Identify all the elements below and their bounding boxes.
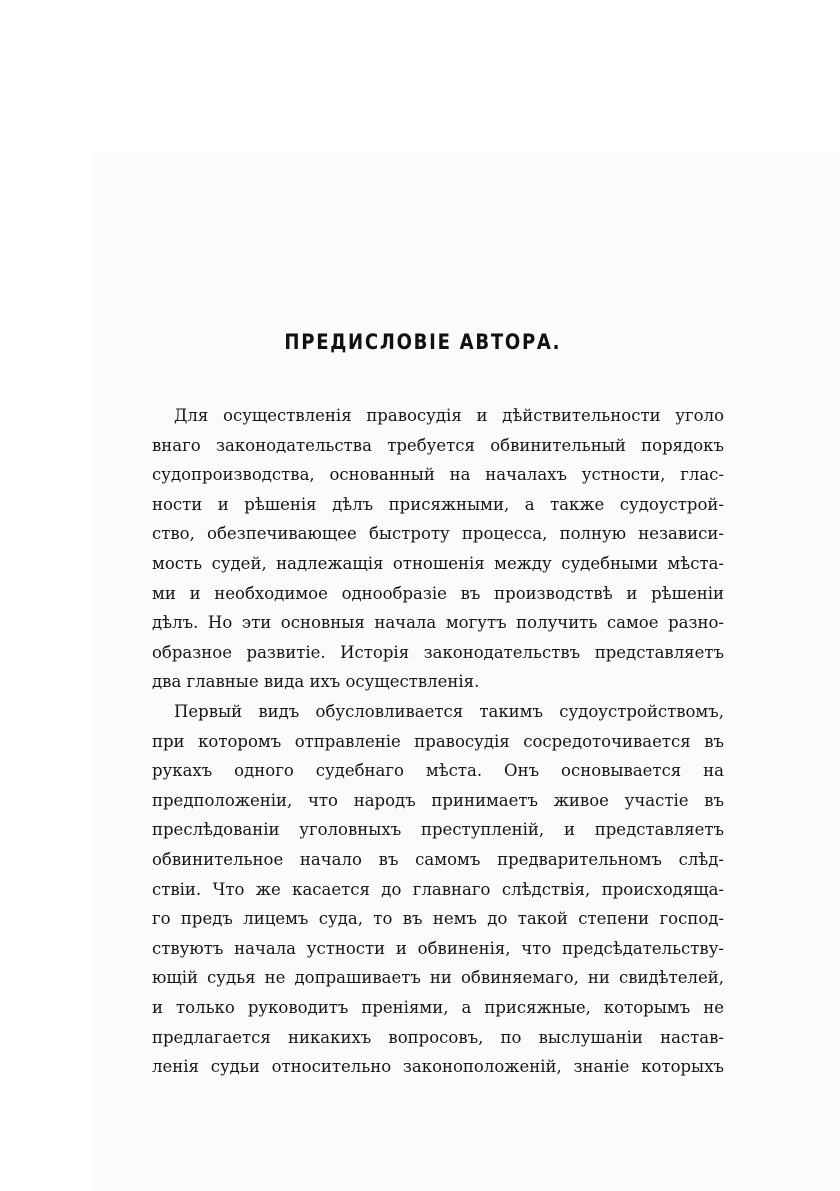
text-line: мость судей, надлежащія отношенія между судебными мѣста-	[152, 554, 724, 573]
text-line: ствіи. Что же касается до главнаго слѣдствія, происходяща-	[152, 879, 724, 899]
text-line: Для осуществленія правосудія и дѣйствительности уголо	[174, 406, 724, 425]
text-line: ющій судья не допрашиваетъ ни обвиняемаго, ни свидѣтелей,	[152, 968, 724, 988]
text-line: ности и рѣшенія дѣлъ присяжными, а также судоустрой-	[152, 494, 724, 514]
text-line: при которомъ отправленіе правосудія сосредоточивается въ	[152, 731, 724, 751]
text-line: обвинительное начало въ самомъ предварительномъ слѣд-	[152, 850, 724, 869]
text-line: рукахъ одного судебнаго мѣста. Онъ основывается на	[152, 761, 724, 781]
text-line: дѣлъ. Но эти основныя начала могутъ получить самое разно-	[152, 613, 724, 633]
text-line: предлагается никакихъ вопросовъ, по выслушаніи настав-	[152, 1027, 724, 1047]
text-line: судопроизводства, основанный на началахъ устности, глас-	[152, 465, 724, 485]
text-line: ство, обезпечивающее быстроту процесса, полную независи-	[152, 524, 724, 544]
text-line: образное развитіе. Исторія законодательствъ представляетъ	[152, 642, 724, 662]
text-line: го предъ лицемъ суда, то въ немъ до такой степени господ-	[152, 909, 724, 929]
text-line: Первый видъ обусловливается такимъ судоустройствомъ,	[174, 702, 724, 721]
text-line: внаго законодательства требуется обвинительный порядокъ	[152, 435, 724, 455]
page-title: ПРЕДИСЛОВІЕ АВТОРА.	[284, 330, 562, 354]
text-line: и только руководитъ преніями, а присяжные, которымъ не	[152, 998, 724, 1017]
text-line: ствуютъ начала устности и обвиненія, что предсѣдательству-	[152, 938, 724, 958]
text-line: преслѣдованіи уголовныхъ преступленій, и представляетъ	[152, 820, 724, 840]
text-line: ленія судьи относительно законоположеній, знаніе которыхъ	[152, 1057, 724, 1077]
text-line: ми и необходимое однообразіе въ производствѣ и рѣшеніи	[152, 583, 724, 603]
text-line: предположеніи, что народъ принимаетъ живое участіе въ	[152, 790, 724, 810]
text-line: два главные вида ихъ осуществленія.	[152, 672, 480, 692]
